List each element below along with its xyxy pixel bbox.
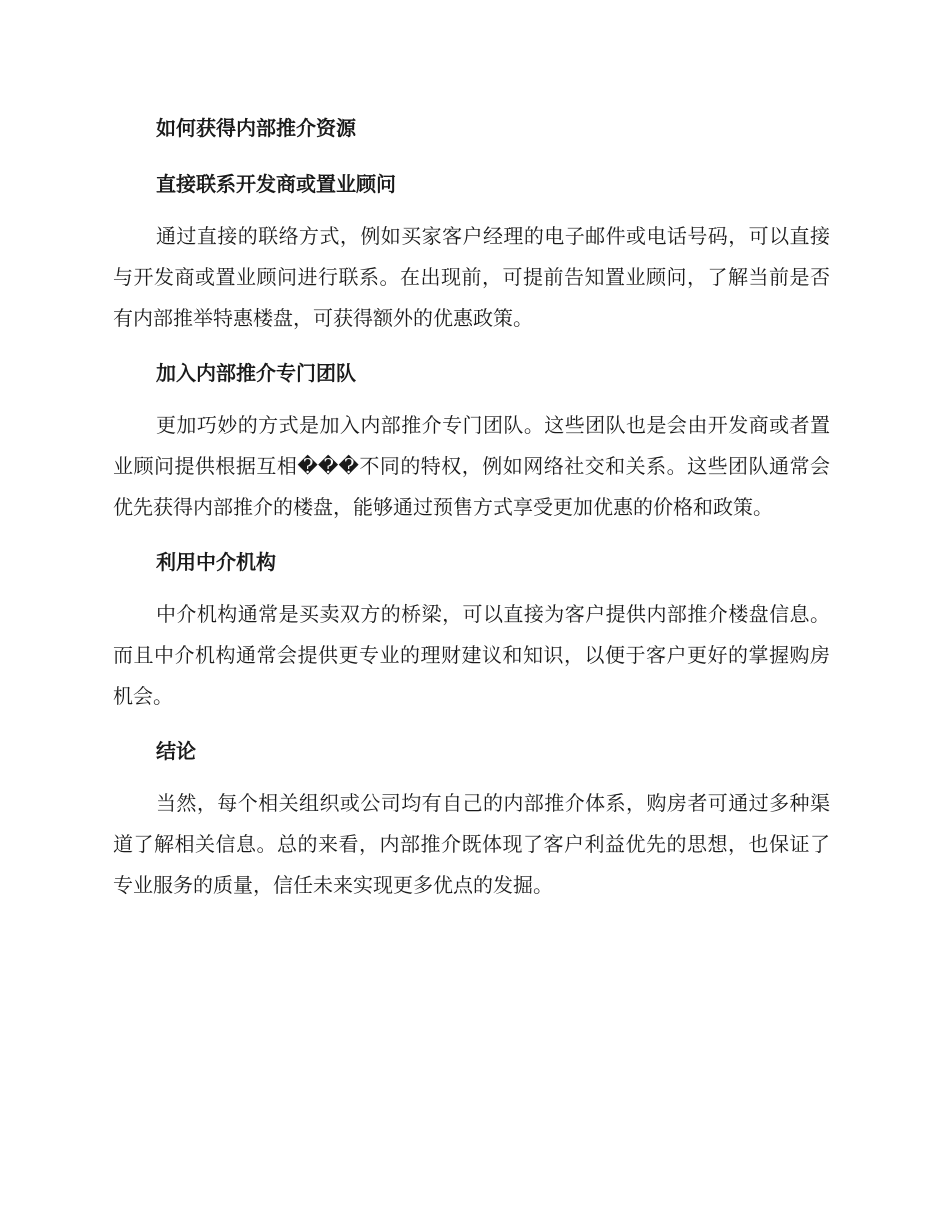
section-paragraph: 通过直接的联络方式，例如买家客户经理的电子邮件或电话号码，可以直接与开发商或置业顾问进行联系。在出现前，可提前告知置业顾问，了解当前是否有内部推举特惠楼盘，可获得额外的优惠政策。 — [113, 224, 830, 330]
section-heading: 利用中介机构 — [156, 550, 276, 574]
section-paragraph: 更加巧妙的方式是加入内部推介专门团队。这些团队也是会由开发商或者置业顾问提供根据互相���不同的特权，例如网络社交和关系。这些团队通常会优先获得内部推介的楼盘，能够通过预售方式享受更加优惠的价格和政策。 — [113, 413, 830, 519]
document-page — [113, 108, 830, 920]
section-conclusion — [113, 731, 830, 906]
section-agency — [113, 542, 830, 717]
section-paragraph: 当然，每个相关组织或公司均有自己的内部推介体系，购房者可通过多种渠道了解相关信息。总的来看，内部推介既体现了客户利益优先的思想，也保证了专业服务的质量，信任未来实现更多优点的发掘。 — [113, 791, 830, 897]
section-join-team — [113, 353, 830, 528]
section-heading: 加入内部推介专门团队 — [156, 361, 356, 385]
section-paragraph: 中介机构通常是买卖双方的桥梁，可以直接为客户提供内部推介楼盘信息。而且中介机构通常会提供更专业的理财建议和知识，以便于客户更好的掌握购房机会。 — [113, 602, 830, 708]
section-heading: 直接联系开发商或置业顾问 — [156, 172, 396, 196]
section-heading: 结论 — [156, 739, 196, 763]
document-title: 如何获得内部推介资源 — [156, 116, 356, 140]
section-direct-contact — [113, 164, 830, 339]
